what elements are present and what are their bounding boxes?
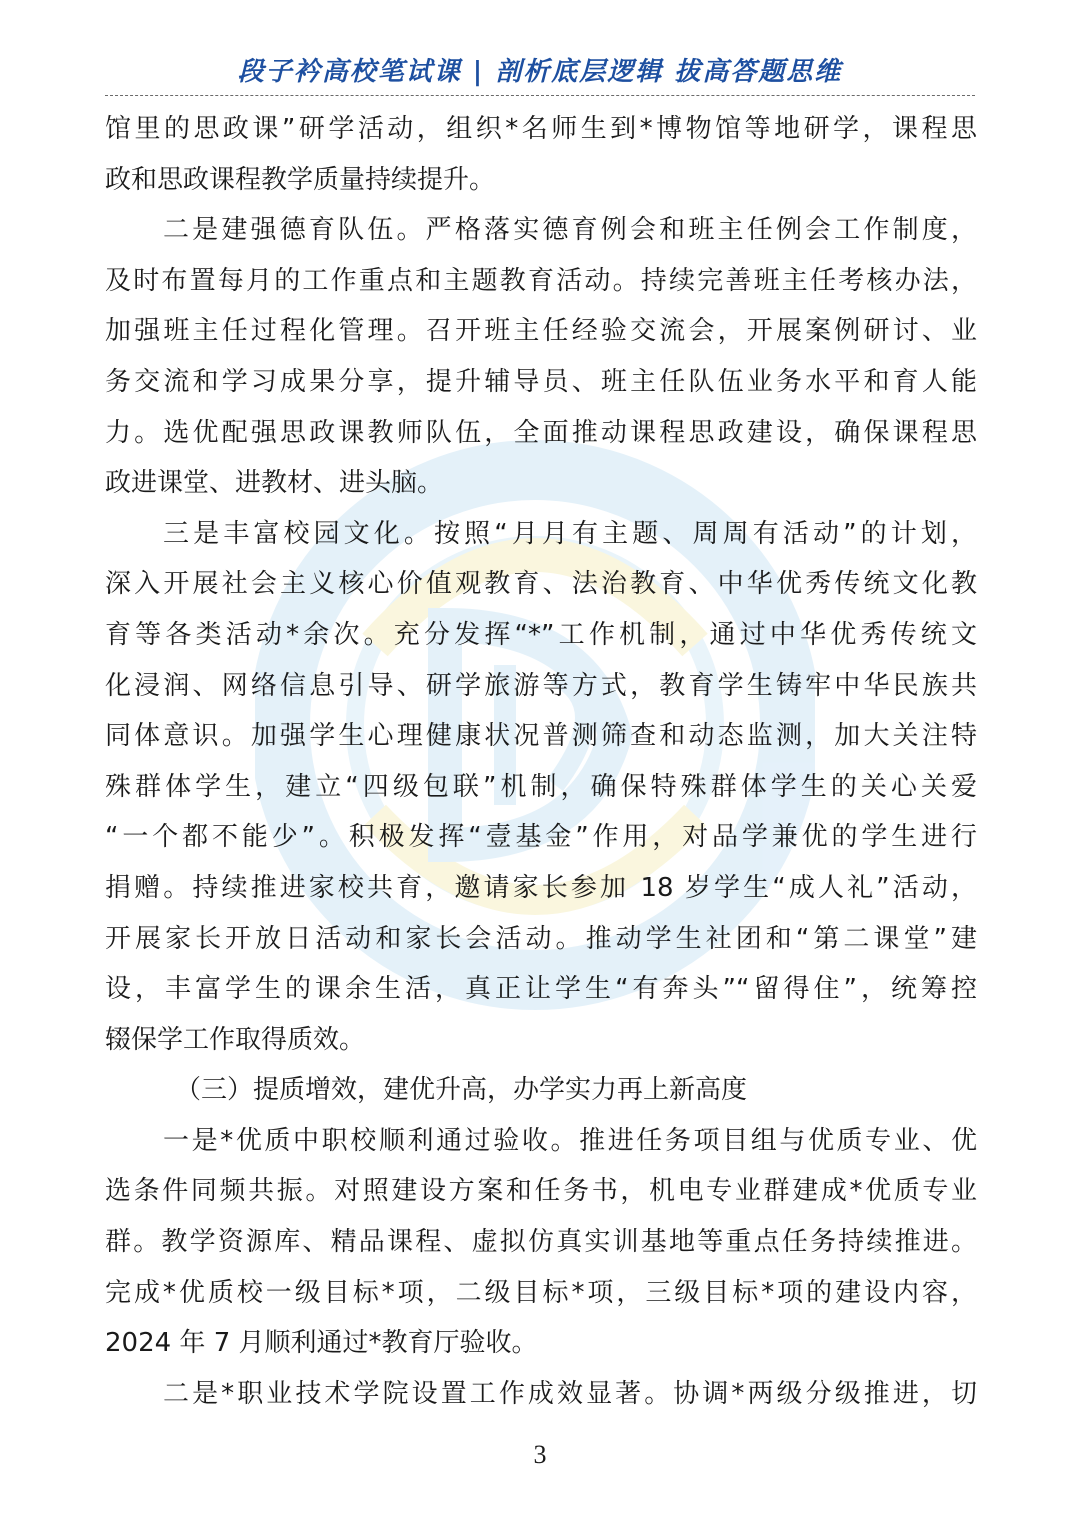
body-line: 三是丰富校园文化。按照“月月有主题、周周有活动”的计划，	[163, 518, 977, 549]
body-line: 育等各类活动*余次。充分发挥“*”工作机制，通过中华优秀传统文	[105, 619, 977, 650]
body-line: 二是*职业技术学院设置工作成效显著。协调*两级分级推进，切	[163, 1378, 977, 1409]
body-line: 力。选优配强思政课教师队伍，全面推动课程思政建设，确保课程思	[105, 417, 977, 448]
body-line: 殊群体学生，建立“四级包联”机制，确保特殊群体学生的关心关爱	[105, 771, 977, 802]
body-line: 同体意识。加强学生心理健康状况普测筛查和动态监测，加大关注特	[105, 721, 977, 752]
body-line: 设，丰富学生的课余生活，真正让学生“有奔头”“留得住”，统筹控	[105, 974, 977, 1005]
body-line: “一个都不能少”。积极发挥“壹基金”作用，对品学兼优的学生进行	[105, 822, 977, 853]
body-line: 辍保学工作取得质效。	[105, 1024, 366, 1055]
body-line: 一是*优质中职校顺利通过验收。推进任务项目组与优质专业、优	[163, 1125, 977, 1156]
body-line: 选条件同频共振。对照建设方案和任务书，机电专业群建成*优质专业	[105, 1176, 977, 1207]
body-line: 2024 年 7 月顺利通过*教育厅验收。	[105, 1328, 538, 1359]
body-line: 捐赠。持续推进家校共育，邀请家长参加 18 岁学生“成人礼”活动，	[105, 872, 977, 903]
body-line: 化浸润、网络信息引导、研学旅游等方式，教育学生铸牢中华民族共	[105, 670, 977, 701]
body-line: 政进课堂、进教材、进头脑。	[105, 468, 444, 499]
body-line: 及时布置每月的工作重点和主题教育活动。持续完善班主任考核办法，	[105, 265, 977, 296]
body-line: 开展家长开放日活动和家长会活动。推动学生社团和“第二课堂”建	[105, 923, 977, 954]
body-line: 二是建强德育队伍。严格落实德育例会和班主任例会工作制度，	[163, 215, 977, 246]
page-header-title: 段子衿高校笔试课 | 剖析底层逻辑 拔高答题思维	[237, 57, 843, 87]
body-line: 务交流和学习成果分享，提升辅导员、班主任队伍业务水平和育人能	[105, 366, 977, 397]
header-divider	[105, 95, 975, 96]
body-line: 馆里的思政课”研学活动，组织*名师生到*博物馆等地研学，课程思	[105, 114, 977, 144]
body-line: 政和思政课程教学质量持续提升。	[105, 164, 496, 195]
body-line: 群。教学资源库、精品课程、虚拟仿真实训基地等重点任务持续推进。	[105, 1227, 977, 1258]
body-line: 加强班主任过程化管理。召开班主任经验交流会，开展案例研讨、业	[105, 316, 977, 347]
page-number: 3	[533, 1440, 547, 1469]
body-line: 完成*优质校一级目标*项，二级目标*项，三级目标*项的建设内容，	[105, 1277, 977, 1308]
section-heading: （三）提质增效，建优升高，办学实力再上新高度	[175, 1075, 748, 1106]
body-line: 深入开展社会主义核心价值观教育、法治教育、中华优秀传统文化教	[105, 569, 977, 600]
document-body	[105, 104, 977, 1419]
